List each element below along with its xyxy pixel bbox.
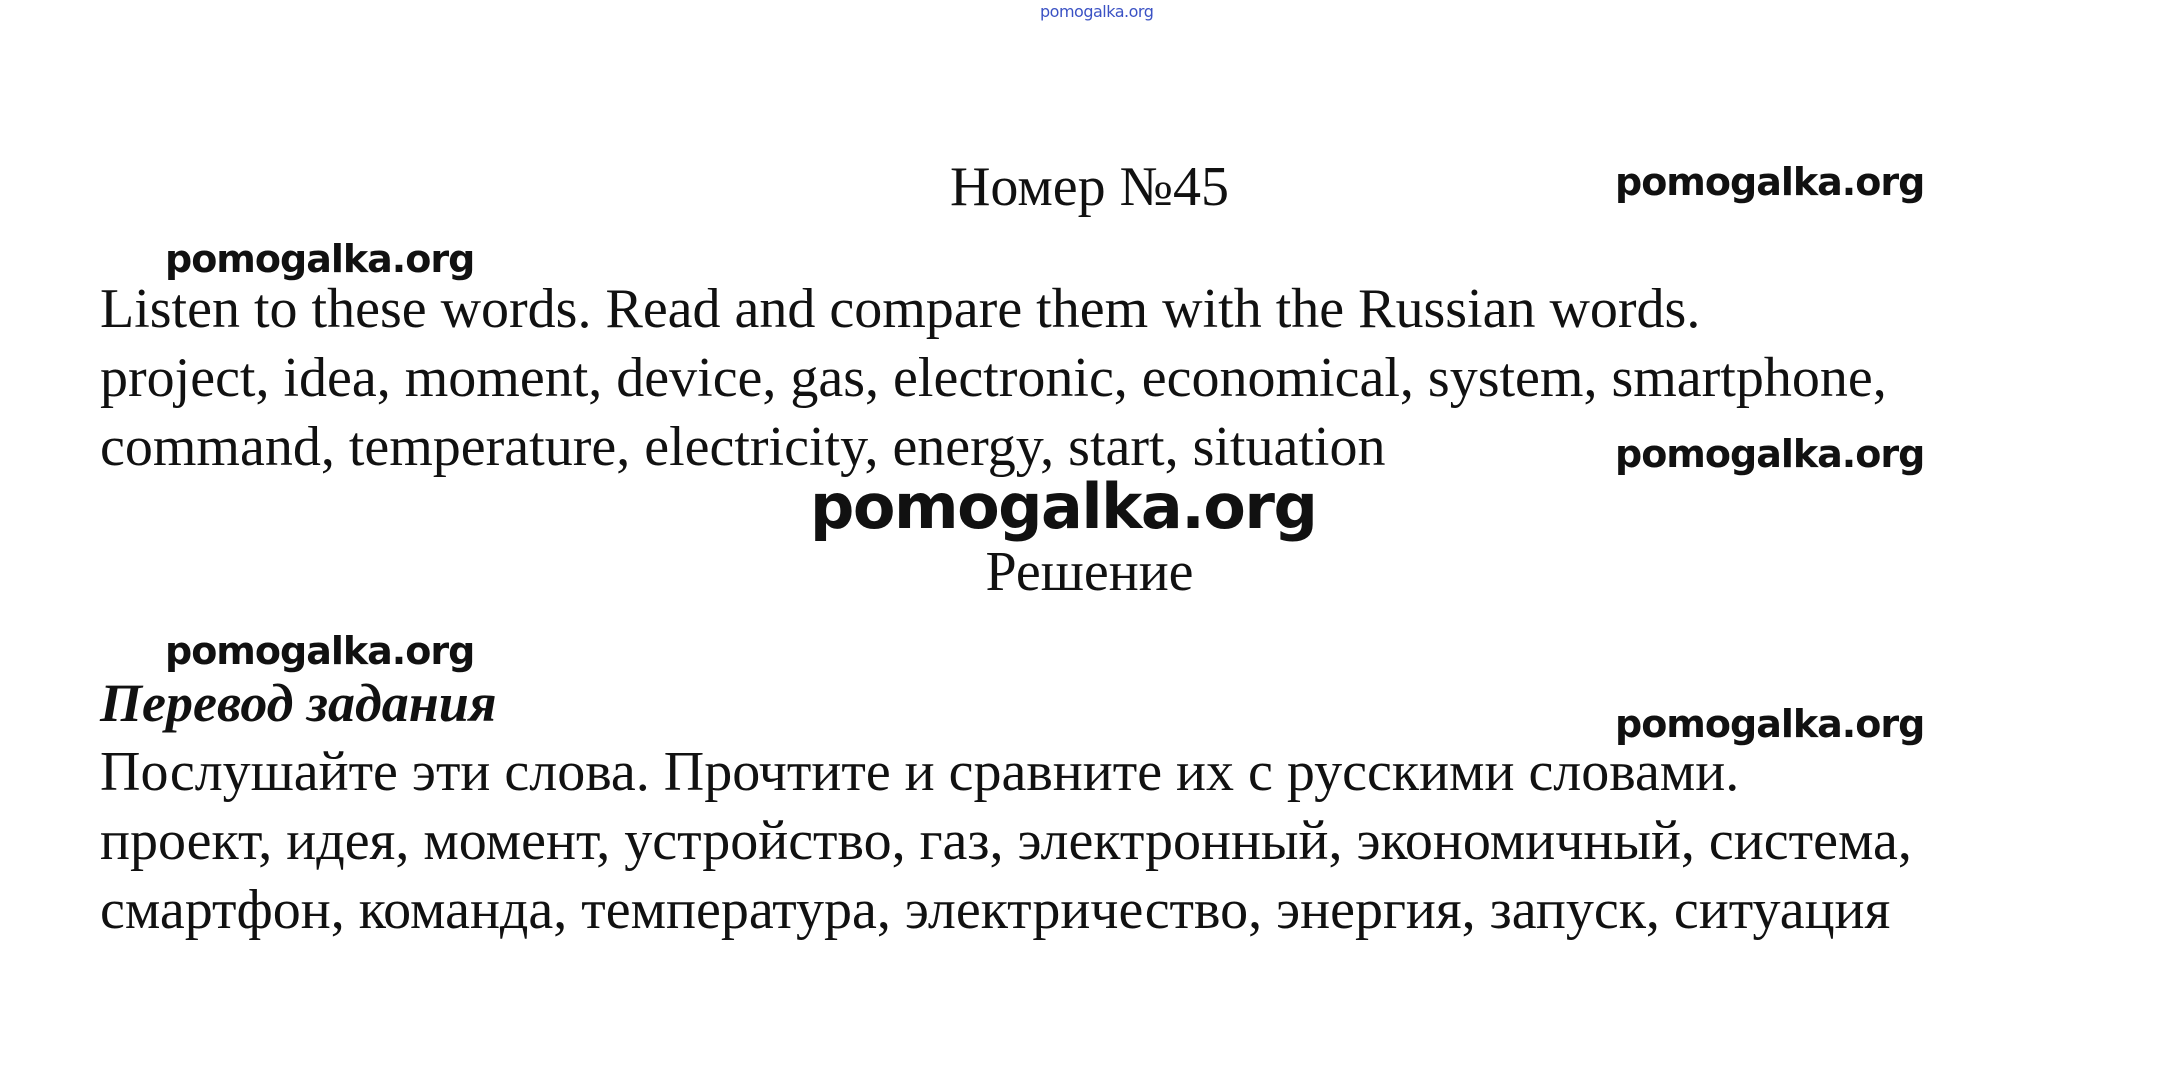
watermark-left-1: pomogalka.org xyxy=(165,237,475,281)
page-title: Номер №45 xyxy=(949,156,1230,218)
task-words-line-1: project, idea, moment, device, gas, electronic, economical, system, smartphone, xyxy=(100,347,1887,409)
task-instruction: Listen to these words. Read and compare them with the Russian words. xyxy=(100,278,1701,340)
translation-heading: Перевод задания xyxy=(100,673,497,733)
watermark-center-large: pomogalka.org xyxy=(810,470,1317,543)
watermark-right-2: pomogalka.org xyxy=(1615,432,1925,476)
task-words-line-2: command, temperature, electricity, energy, start, situation xyxy=(100,416,1386,478)
solution-label: Решение xyxy=(985,541,1194,603)
translation-words-line-1: проект, идея, момент, устройство, газ, электронный, экономичный, система, xyxy=(100,810,1912,872)
watermark-right-3: pomogalka.org xyxy=(1615,702,1925,746)
watermark-top-right: pomogalka.org xyxy=(1615,160,1925,204)
watermark-left-2: pomogalka.org xyxy=(165,629,475,673)
header-site-link[interactable]: pomogalka.org xyxy=(1040,2,1154,21)
translation-instruction: Послушайте эти слова. Прочтите и сравните их с русскими словами. xyxy=(100,741,1740,803)
translation-words-line-2: смартфон, команда, температура, электричество, энергия, запуск, ситуация xyxy=(100,879,1891,941)
